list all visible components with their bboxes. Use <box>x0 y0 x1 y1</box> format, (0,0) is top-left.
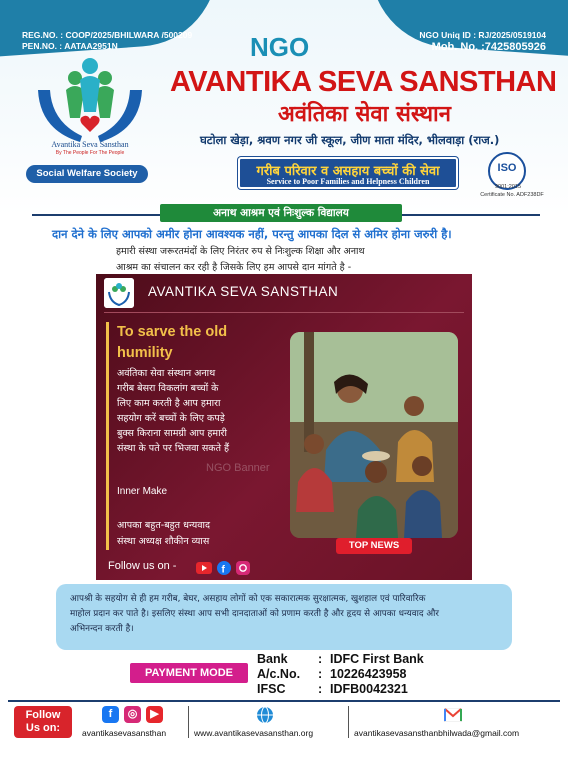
poster-body-line: संस्था के पते पर भिजवा सकते हैं <box>117 443 230 454</box>
poster-divider <box>104 312 464 313</box>
registration-info <box>22 30 192 52</box>
society-badge: Social Welfare Society <box>26 165 148 183</box>
payment-mode-badge: PAYMENT MODE <box>130 663 248 683</box>
instagram-icon[interactable]: ◎ <box>124 706 141 723</box>
poster-thanks-line-2: संस्था अध्यक्ष शौकीन व्यास <box>117 536 210 547</box>
children-photo <box>290 332 458 538</box>
poster-body-line: सहयोग करें बच्चों के लिए कपड़े <box>117 413 225 424</box>
bank-label: Bank <box>257 652 288 666</box>
poster-heading-line-1: To sarve the old <box>117 324 228 340</box>
footer <box>8 700 560 744</box>
ifsc-separator: : <box>318 682 323 696</box>
poster-follow-label: Follow us on - <box>108 560 177 572</box>
poster-body-line: बुक्स किराना सामग्री आप हमारी <box>117 428 227 439</box>
poster-heading <box>117 322 227 364</box>
banner-english: Service to Poor Families and Helpness Children <box>266 177 430 186</box>
mobile-number: Mob. No. :7425805926 <box>431 41 546 53</box>
reg-number: REG.NO. : COOP/2025/BHILWARA /500209 <box>22 30 193 40</box>
bank-separator: : <box>318 652 323 666</box>
svg-text:f: f <box>221 564 225 576</box>
follow-us-badge <box>14 706 72 738</box>
poster-title: AVANTIKA SEVA SANSTHAN <box>148 284 339 299</box>
poster-follow-us <box>108 560 176 572</box>
youtube-icon[interactable]: ▶ <box>146 706 163 723</box>
description-line-2: आश्रम का संचालन कर रही है जिसके लिए हम आपसे दान मांगते है - <box>116 262 352 273</box>
poster-heading-line-2: humility <box>117 345 173 361</box>
ifsc-code: IDFB0042321 <box>330 682 408 696</box>
organization-logo <box>30 50 150 150</box>
poster-body-line: लिए काम करती है आप हमारा <box>117 398 221 409</box>
iso-label: ISO <box>497 162 517 174</box>
bank-name: IDFC First Bank <box>330 652 424 666</box>
service-banner <box>238 157 458 189</box>
gratitude-text <box>70 592 500 637</box>
logo-tagline: By The People For The People <box>55 150 125 156</box>
pen-number: PEN.NO. : AATAA2951N <box>22 41 118 51</box>
gratitude-line-3: अभिनन्दन करती है। <box>70 624 134 634</box>
youtube-icon <box>196 562 212 574</box>
poster-social-icons <box>196 560 256 576</box>
facebook-icon <box>217 561 231 576</box>
poster-message-card <box>106 322 286 550</box>
footer-separator <box>348 706 349 738</box>
people-icon <box>66 58 114 118</box>
follow-us-line-1: Follow <box>25 709 61 721</box>
photo-illustration <box>290 332 458 538</box>
social-handle[interactable]: avantikasevasansthan <box>82 728 167 738</box>
ngo-uniq-id: NGO Uniq ID : RJ/2025/0519104 <box>419 30 546 40</box>
account-number: 10226423958 <box>330 667 407 681</box>
gmail-icon <box>444 708 462 722</box>
gratitude-line-2: माहोल प्रदान कर पाते है। इसलिए संस्था आप सभी दानदाताओं को प्रणाम करती है और हृदय से आपका धन्यवाद और <box>70 609 439 619</box>
instagram-icon <box>236 561 250 575</box>
globe-icon <box>256 706 274 724</box>
address: घटोला खेड़ा, श्रवण नगर जी स्कूल, जीण माता मंदिर, भीलवाड़ा (राज.) <box>200 133 500 147</box>
title-english: AVANTIKA SEVA SANSTHAN <box>170 66 557 98</box>
description-line-1: हमारी संस्था जरूरतमंदों के लिए निरंतर रुप से निःशुल्क शिक्षा और अनाथ <box>116 246 365 257</box>
gratitude-box <box>56 584 512 650</box>
email-link[interactable]: avantikasevasansthanbhilwada@gmail.com <box>354 728 520 738</box>
title-hindi: अवंतिका सेवा संस्थान <box>278 102 451 127</box>
ifsc-label: IFSC <box>257 682 286 696</box>
poster <box>96 274 472 580</box>
poster-watermark: NGO Banner <box>206 462 270 474</box>
banner-hindi: गरीब परिवार व असहाय बच्चों की सेवा <box>256 164 440 179</box>
poster-body-line: गरीब बेसरा विकलांग बच्चों के <box>117 383 219 394</box>
orphanage-school-bar: अनाथ आश्रम एवं निःशुल्क विद्यालय <box>160 204 402 222</box>
facebook-icon[interactable]: f <box>102 706 119 723</box>
logo-name: Avantika Seva Sansthan <box>51 140 129 149</box>
footer-separator <box>188 706 189 738</box>
gratitude-line-1: आपश्री के सहयोग से ही हम गरीब, बेघर, असहाय लोगों को एक सकारात्मक सुरक्षात्मक, खुशहाल एवं पारिवारिक <box>70 594 426 604</box>
poster-body-line: अवंतिका सेवा संस्थान अनाथ <box>117 368 216 379</box>
iso-standard: 9001:2015 <box>495 184 521 190</box>
poster-inner-make: Inner Make <box>117 486 168 497</box>
top-news-badge: TOP NEWS <box>336 538 412 554</box>
poster-thanks-line-1: आपका बहुत-बहुत धन्यवाद <box>117 520 211 531</box>
website-link[interactable]: www.avantikasevasansthan.org <box>194 728 314 738</box>
poster-thanks <box>117 518 285 550</box>
iso-certificate: Certificate No. ADF238DF <box>480 192 544 198</box>
donation-appeal: दान देने के लिए आपको अमीर होना आवश्यक नहीं, परन्तु आपका दिल से अमिर होना जरुरी है। <box>52 227 452 241</box>
ngo-label: NGO <box>250 32 310 62</box>
account-label: A/c.No. <box>257 667 301 681</box>
heart-icon <box>80 116 99 132</box>
poster-logo-icon <box>104 278 134 308</box>
poster-body <box>117 366 285 456</box>
follow-us-line-2: Us on: <box>25 722 61 734</box>
account-separator: : <box>318 667 323 681</box>
